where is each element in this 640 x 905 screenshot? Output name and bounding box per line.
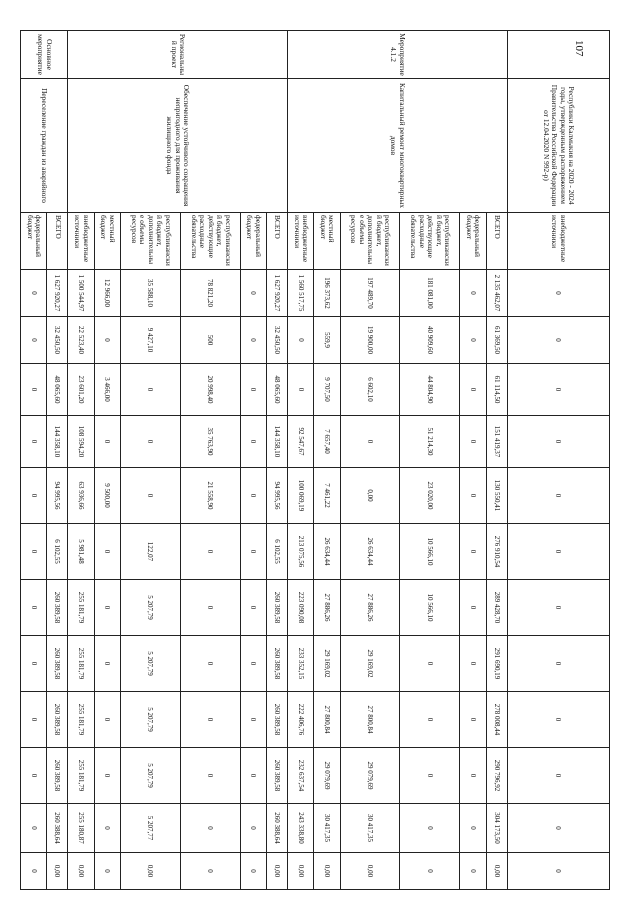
value-cell: 0 [460,804,486,853]
value-cell: 0 [400,636,460,692]
source-cell: ВСЕГО [47,213,68,270]
value-cell: 0 [240,853,266,890]
source-cell: внебюджетные источники [288,213,314,270]
value-cell: 0 [94,416,120,468]
value-cell: 23 020,00 [400,468,460,524]
value-cell: 5 207,79 [121,580,181,636]
value-cell: 0 [507,636,609,692]
value-cell: 29 169,02 [340,636,400,692]
value-cell: 122,07 [121,524,181,580]
table-row [507,31,609,890]
value-cell: 0 [21,270,47,317]
value-cell: 0 [21,636,47,692]
source-cell: республиканский бюджет, дополнительные объемы ресурсов [340,213,400,270]
value-cell: 278 008,44 [486,692,507,748]
object-cell: Обеспечение устойчивого сокращения непригодного для проживания жилищного фонда [68,79,288,213]
value-cell: 255 180,87 [68,804,94,853]
value-cell: 0 [460,270,486,317]
value-cell: 0 [400,853,460,890]
value-cell: 0 [460,853,486,890]
value-cell: 255 181,79 [68,748,94,804]
value-cell: 29 079,69 [314,748,340,804]
source-cell: федеральный бюджет [21,213,47,270]
value-cell: 2 135 462,07 [486,270,507,317]
value-cell: 35 763,90 [180,416,240,468]
value-cell: 9 427,10 [121,317,181,364]
value-cell: 48 065,60 [47,364,68,416]
value-cell: 0 [94,636,120,692]
value-cell: 32 450,50 [47,317,68,364]
value-cell: 5 207,79 [121,692,181,748]
value-cell: 9 707,50 [314,364,340,416]
value-cell: 0 [507,317,609,364]
value-cell: 9 500,00 [94,468,120,524]
value-cell: 6 602,10 [340,364,400,416]
value-cell: 22 523,40 [68,317,94,364]
value-cell: 0 [507,804,609,853]
value-cell: 0 [240,580,266,636]
value-cell: 0 [180,804,240,853]
value-cell: 0 [240,692,266,748]
value-cell: 0 [460,364,486,416]
value-cell: 0 [21,524,47,580]
value-cell: 0 [240,524,266,580]
value-cell: 27 886,26 [340,580,400,636]
value-cell: 222 406,76 [288,692,314,748]
value-cell: 0 [460,636,486,692]
value-cell: 151 419,37 [486,416,507,468]
value-cell: 260 389,58 [267,636,288,692]
value-cell: 26 634,44 [314,524,340,580]
budget-table [20,30,610,890]
source-cell: ВСЕГО [267,213,288,270]
source-cell: внебюджетные источники [68,213,94,270]
value-cell: 0 [507,580,609,636]
value-cell: 276 910,54 [486,524,507,580]
value-cell: 29 079,69 [340,748,400,804]
value-cell: 19 900,00 [340,317,400,364]
value-cell: 0,00 [68,853,94,890]
value-cell: 304 173,50 [486,804,507,853]
value-cell: 30 417,35 [314,804,340,853]
value-cell: 0 [507,416,609,468]
value-cell: 0,00 [267,853,288,890]
source-cell: ВСЕГО [486,213,507,270]
value-cell: 21 558,90 [180,468,240,524]
value-cell: 0 [21,804,47,853]
value-cell: 100 069,19 [288,468,314,524]
table-row [267,31,288,890]
value-cell: 94 995,56 [267,468,288,524]
value-cell: 7 657,40 [314,416,340,468]
value-cell: 500 [180,317,240,364]
value-cell: 3 466,00 [94,364,120,416]
value-cell: 0 [21,317,47,364]
value-cell: 44 804,90 [400,364,460,416]
value-cell: 0 [21,692,47,748]
value-cell: 26 634,44 [340,524,400,580]
value-cell: 0 [94,692,120,748]
value-cell: 27 886,26 [314,580,340,636]
value-cell: 48 065,60 [267,364,288,416]
value-cell: 23 601,20 [68,364,94,416]
rotated-page [20,30,610,890]
value-cell: 30 417,35 [340,804,400,853]
value-cell: 0 [180,853,240,890]
value-cell: 144 358,10 [267,416,288,468]
value-cell: 223 090,08 [288,580,314,636]
value-cell: 1 560 517,75 [288,270,314,317]
table-row [47,31,68,890]
value-cell: 94 995,56 [47,468,68,524]
value-cell: 0,00 [314,853,340,890]
value-cell: 0 [340,416,400,468]
value-cell: 260 389,58 [47,748,68,804]
value-cell: 0 [240,468,266,524]
value-cell: 260 389,58 [47,692,68,748]
value-cell: 0,00 [486,853,507,890]
value-cell: 0 [507,853,609,890]
source-cell: внебюджетные источники [507,213,609,270]
value-cell: 197 489,70 [340,270,400,317]
source-cell: республиканский бюджет, действующие расходные обязательства [400,213,460,270]
value-cell: 0 [21,468,47,524]
value-cell: 5 207,79 [121,636,181,692]
value-cell: 40 909,60 [400,317,460,364]
value-cell: 78 821,20 [180,270,240,317]
value-cell: 20 998,40 [180,364,240,416]
value-cell: 260 389,58 [267,692,288,748]
value-cell: 196 373,62 [314,270,340,317]
value-cell: 255 181,79 [68,692,94,748]
value-cell: 0 [94,748,120,804]
group-cell: Основное мероприятие [21,31,68,79]
value-cell: 61 369,50 [486,317,507,364]
value-cell: 0 [94,804,120,853]
value-cell: 290 796,92 [486,748,507,804]
value-cell: 0 [180,524,240,580]
value-cell: 181 081,00 [400,270,460,317]
object-cell: Капитальный ремонт многоквартирных домов [288,79,508,213]
source-cell: республиканский бюджет, дополнительные объемы ресурсов [121,213,181,270]
value-cell: 0 [507,524,609,580]
value-cell: 0 [288,364,314,416]
value-cell: 260 389,58 [267,748,288,804]
value-cell: 0 [21,748,47,804]
value-cell: 232 637,54 [288,748,314,804]
value-cell: 63 936,66 [68,468,94,524]
value-cell: 0 [507,468,609,524]
value-cell: 0 [121,468,181,524]
value-cell: 0 [400,748,460,804]
source-cell: местный бюджет [94,213,120,270]
value-cell: 0 [507,364,609,416]
value-cell: 1 500 544,97 [68,270,94,317]
value-cell: 10 566,10 [400,580,460,636]
value-cell: 0 [507,748,609,804]
value-cell: 233 352,15 [288,636,314,692]
value-cell: 0 [400,692,460,748]
value-cell: 0 [21,416,47,468]
value-cell: 0 [240,364,266,416]
value-cell: 0 [94,317,120,364]
value-cell: 0,00 [340,853,400,890]
value-cell: 1 627 920,27 [47,270,68,317]
value-cell: 10 566,10 [400,524,460,580]
value-cell: 0 [460,416,486,468]
value-cell: 130 550,41 [486,468,507,524]
value-cell: 1 627 920,27 [267,270,288,317]
value-cell: 0 [400,804,460,853]
value-cell: 12 966,00 [94,270,120,317]
value-cell: 0 [240,804,266,853]
value-cell: 144 358,10 [47,416,68,468]
value-cell: 0 [240,636,266,692]
group-cell [507,31,609,79]
value-cell: 260 389,58 [47,636,68,692]
value-cell: 0,00 [288,853,314,890]
value-cell: 260 389,58 [267,580,288,636]
value-cell: 108 594,20 [68,416,94,468]
value-cell: 0 [21,580,47,636]
value-cell: 0 [240,416,266,468]
value-cell: 0 [180,580,240,636]
value-cell: 0 [180,636,240,692]
value-cell: 0 [21,853,47,890]
value-cell: 255 181,79 [68,636,94,692]
value-cell: 61 114,50 [486,364,507,416]
value-cell: 0 [121,364,181,416]
group-cell: Региональный проект [68,31,288,79]
object-cell: Республики Калмыкия на 2020 - 2024 годы, утвержденным распоряжением Правительства Российской Федерации от 12.04.2020 N 992-р) [507,79,609,213]
value-cell: 0 [288,317,314,364]
value-cell: 0 [240,317,266,364]
source-cell: федеральный бюджет [240,213,266,270]
value-cell: 559,9 [314,317,340,364]
source-cell: федеральный бюджет [460,213,486,270]
object-cell: Переселение граждан из аварийного [21,79,68,213]
value-cell: 260 389,58 [47,580,68,636]
value-cell: 260 388,64 [47,804,68,853]
source-cell: местный бюджет [314,213,340,270]
value-cell: 29 169,02 [314,636,340,692]
value-cell: 0 [180,692,240,748]
value-cell: 7 461,22 [314,468,340,524]
value-cell: 0 [460,692,486,748]
value-cell: 0 [507,692,609,748]
value-cell: 260 388,64 [267,804,288,853]
value-cell: 0,00 [121,853,181,890]
value-cell: 51 214,30 [400,416,460,468]
value-cell: 27 800,84 [314,692,340,748]
value-cell: 0 [460,524,486,580]
value-cell: 0 [240,748,266,804]
value-cell: 92 547,67 [288,416,314,468]
value-cell: 0 [180,748,240,804]
value-cell: 0 [94,580,120,636]
value-cell: 0 [94,853,120,890]
value-cell: 0,00 [340,468,400,524]
value-cell: 243 338,80 [288,804,314,853]
value-cell: 0 [460,748,486,804]
page-number: 107 [573,40,585,57]
value-cell: 0 [460,468,486,524]
table-row [486,31,507,890]
value-cell: 0 [460,317,486,364]
value-cell: 5 207,77 [121,804,181,853]
value-cell: 0 [240,270,266,317]
value-cell: 0 [21,364,47,416]
value-cell: 0 [460,580,486,636]
value-cell: 0 [507,270,609,317]
value-cell: 213 075,56 [288,524,314,580]
group-cell: Мероприятие 4.1.2 [288,31,508,79]
value-cell: 27 800,84 [340,692,400,748]
value-cell: 289 428,70 [486,580,507,636]
value-cell: 5 981,48 [68,524,94,580]
source-cell: республиканский бюджет, действующие расходные обязательства [180,213,240,270]
value-cell: 255 181,79 [68,580,94,636]
value-cell: 32 450,50 [267,317,288,364]
value-cell: 0 [121,416,181,468]
value-cell: 0,00 [47,853,68,890]
value-cell: 291 690,19 [486,636,507,692]
value-cell: 5 207,79 [121,748,181,804]
value-cell: 6 102,55 [47,524,68,580]
value-cell: 6 102,55 [267,524,288,580]
value-cell: 0 [94,524,120,580]
value-cell: 35 588,10 [121,270,181,317]
